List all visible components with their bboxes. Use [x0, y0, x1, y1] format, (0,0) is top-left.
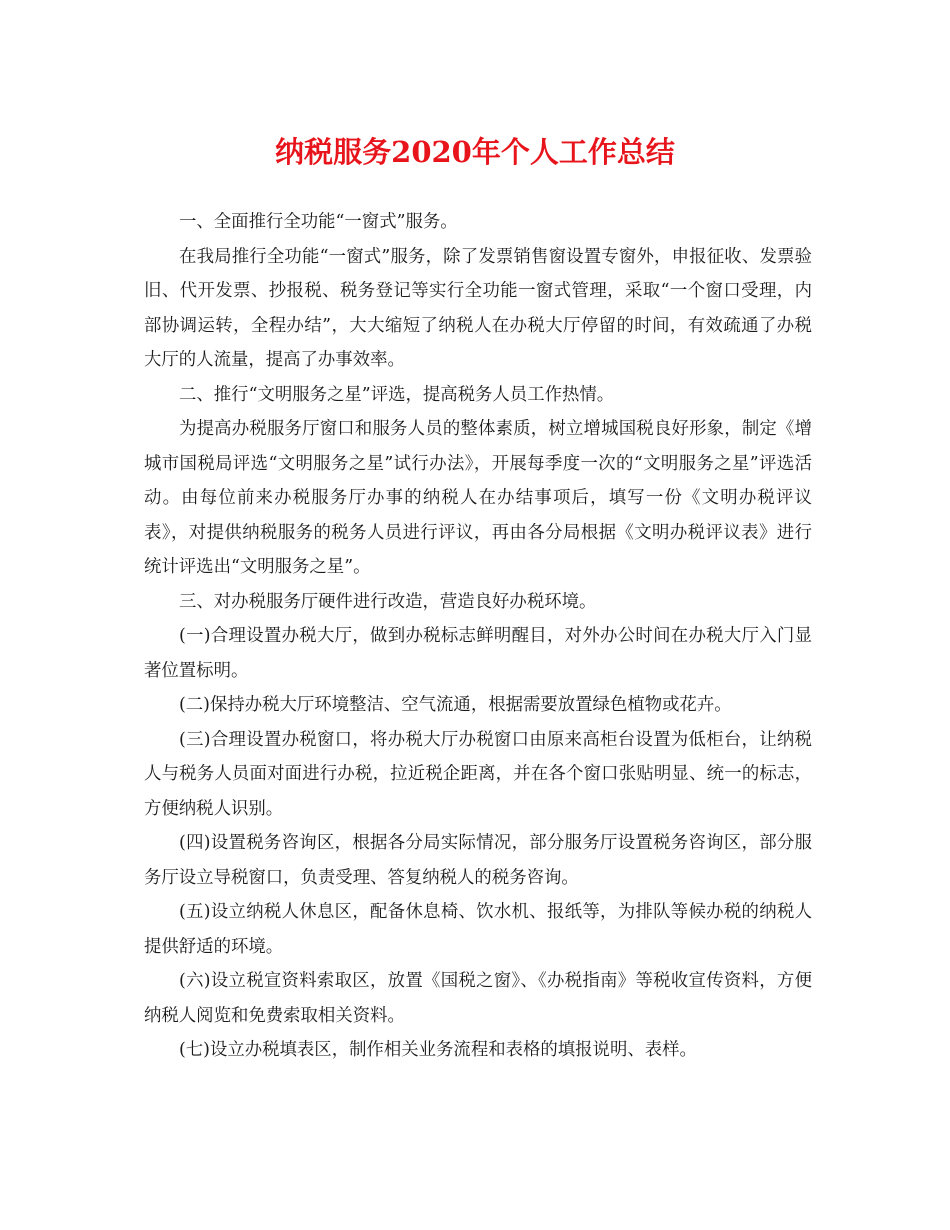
- paragraph-item-2: (二)保持办税大厅环境整洁、空气流通，根据需要放置绿色植物或花卉。: [179, 695, 732, 715]
- paragraph-item-4: (四)设置税务咨询区，根据各分局实际情况，部分服务厅设置税务咨询区，部分服务厅设立导税窗口，负责受理、答复纳税人的税务咨询。: [144, 833, 812, 888]
- paragraph-section-3-heading: 三、对办税服务厅硬件进行改造，营造良好办税环境。: [179, 591, 597, 612]
- paragraph-section-1-body: 在我局推行全功能“一窗式”服务，除了发票销售窗设置专窗外，申报征收、发票验旧、代开发票、抄报税、税务登记等实行全功能一窗式管理，采取“一个窗口受理，内部协调运转，全程办结”，大大缩短了纳税人在办税大厅停留的时间，有效疏通了办税大厅的人流量，提高了办事效率。: [144, 246, 812, 370]
- paragraph-item-5: (五)设立纳税人休息区，配备休息椅、饮水机、报纸等，为排队等候办税的纳税人提供舒适的环境。: [144, 902, 812, 957]
- paragraph-item-3: (三)合理设置办税窗口，将办税大厅办税窗口由原来高柜台设置为低柜台，让纳税人与税务人员面对面进行办税，拉近税企距离，并在各个窗口张贴明显、统一的标志，方便纳税人识别。: [144, 729, 812, 819]
- paragraph-item-7: (七)设立办税填表区，制作相关业务流程和表格的填报说明、表样。: [179, 1040, 697, 1060]
- paragraph-item-6: (六)设立税宣资料索取区，放置《国税之窗》、《办税指南》等税收宣传资料，方便纳税人阅览和免费索取相关资料。: [144, 971, 812, 1026]
- paragraph-section-2-body: 为提高办税服务厅窗口和服务人员的整体素质，树立增城国税良好形象，制定《增城市国税局评选“文明服务之星”试行办法》，开展每季度一次的“文明服务之星”评选活动。由每位前来办税服务厅办事的纳税人在办结事项后，填写一份《文明办税评议表》，对提供纳税服务的税务人员进行评议，再由各分局根据《文明办税评议表》进行统计评选出“文明服务之星”。: [144, 419, 812, 577]
- document-title: 纳税服务2020年个人工作总结: [275, 135, 675, 169]
- document-body: [144, 205, 812, 1068]
- paragraph-section-2-heading: 二、推行“文明服务之星”评选，提高税务人员工作热情。: [179, 384, 615, 405]
- paragraph-item-1: (一)合理设置办税大厅，做到办税标志鲜明醒目，对外办公时间在办税大厅入门显著位置标明。: [144, 626, 812, 681]
- paragraph-section-1-heading: 一、全面推行全功能“一窗式”服务。: [179, 212, 458, 232]
